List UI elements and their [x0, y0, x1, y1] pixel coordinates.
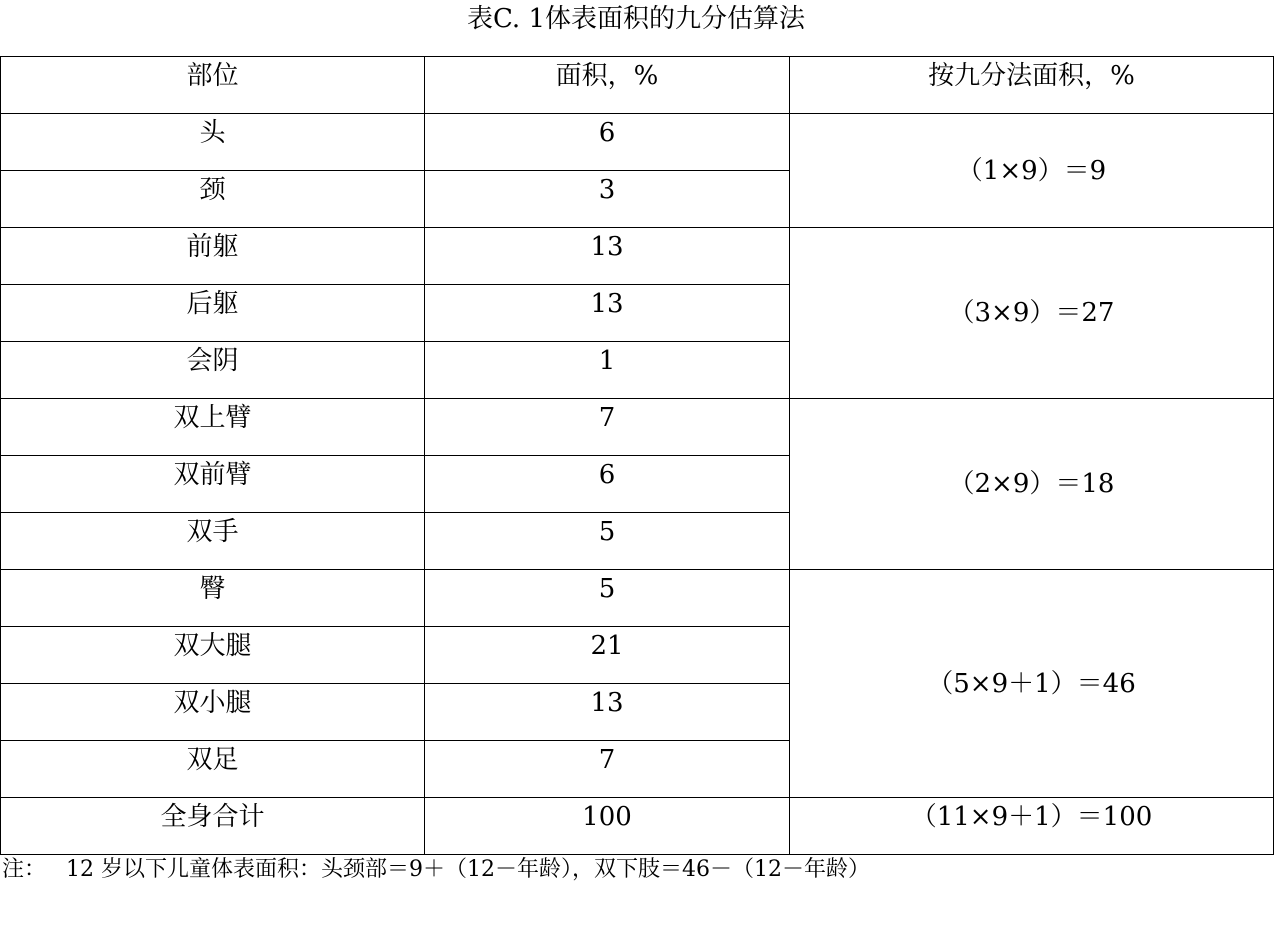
part-cell: 双前臂 — [1, 456, 425, 513]
note-text: 12 岁以下儿童体表面积：头颈部＝9＋（12－年龄），双下肢＝46－（12－年龄） — [66, 857, 870, 882]
area-cell: 13 — [425, 228, 790, 285]
nine-rule-cell: （5×9＋1）＝46 — [790, 570, 1274, 798]
area-cell: 1 — [425, 342, 790, 399]
part-cell: 双手 — [1, 513, 425, 570]
area-cell: 5 — [425, 570, 790, 627]
header-nine-rule-area: 按九分法面积，% — [790, 57, 1274, 114]
area-cell: 7 — [425, 741, 790, 798]
area-cell: 13 — [425, 285, 790, 342]
part-cell: 双小腿 — [1, 684, 425, 741]
total-area-cell: 100 — [425, 798, 790, 855]
part-cell: 会阴 — [1, 342, 425, 399]
part-cell: 臀 — [1, 570, 425, 627]
nine-rule-cell: （1×9）＝9 — [790, 114, 1274, 228]
part-cell: 双足 — [1, 741, 425, 798]
area-cell: 6 — [425, 456, 790, 513]
body-surface-area-table — [0, 56, 1274, 855]
header-part: 部位 — [1, 57, 425, 114]
header-area: 面积，% — [425, 57, 790, 114]
part-cell: 颈 — [1, 171, 425, 228]
table-row — [1, 399, 1274, 456]
area-cell: 13 — [425, 684, 790, 741]
table-row — [1, 570, 1274, 627]
area-cell: 7 — [425, 399, 790, 456]
total-part-cell: 全身合计 — [1, 798, 425, 855]
area-cell: 3 — [425, 171, 790, 228]
part-cell: 双大腿 — [1, 627, 425, 684]
table-row — [1, 114, 1274, 171]
part-cell: 双上臂 — [1, 399, 425, 456]
area-cell: 5 — [425, 513, 790, 570]
note-label: 注： — [2, 857, 47, 882]
part-cell: 头 — [1, 114, 425, 171]
part-cell: 前躯 — [1, 228, 425, 285]
nine-rule-cell: （3×9）＝27 — [790, 228, 1274, 399]
header-row — [1, 57, 1274, 114]
total-row — [1, 798, 1274, 855]
table-title: 表C. 1体表面积的九分估算法 — [466, 4, 806, 34]
area-cell: 6 — [425, 114, 790, 171]
part-cell: 后躯 — [1, 285, 425, 342]
total-nine-rule-cell: （11×9＋1）＝100 — [790, 798, 1274, 855]
area-cell: 21 — [425, 627, 790, 684]
table-row — [1, 228, 1274, 285]
table-note — [2, 856, 870, 884]
nine-rule-cell: （2×9）＝18 — [790, 399, 1274, 570]
